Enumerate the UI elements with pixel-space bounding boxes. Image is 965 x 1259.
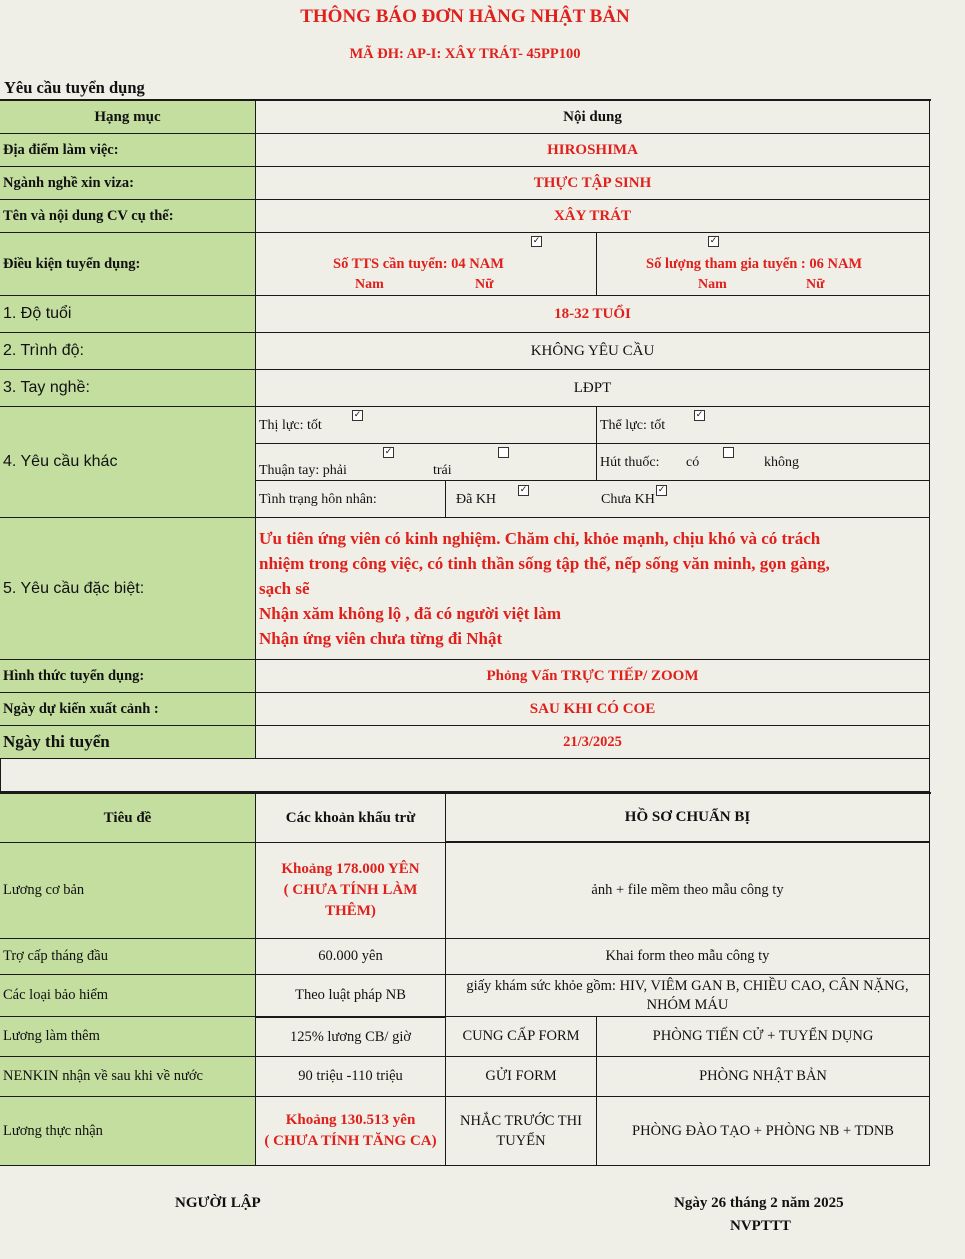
label-xuat-canh: Ngày dự kiến xuất cảnh : xyxy=(0,693,256,726)
footer-org: NVPTTT xyxy=(730,1218,791,1234)
label-tay-nghe: 3. Tay nghề: xyxy=(0,370,256,407)
hon-nhan-text: Tình trạng hôn nhân: xyxy=(259,492,377,507)
label-thuc-nhan: Lương thực nhận xyxy=(0,1097,256,1166)
value-do-tuoi: 18-32 TUỔI xyxy=(256,296,930,333)
chua-kh-checkbox[interactable]: ✓ xyxy=(657,485,666,495)
so-tts-nam: Nam xyxy=(355,277,384,292)
col-header-ho-so: HỒ SƠ CHUẨN BỊ xyxy=(446,794,930,843)
label-bao-hiem: Các loại bảo hiểm xyxy=(0,975,256,1017)
thuc-nhan-task xyxy=(446,1097,597,1166)
so-tts-nu: Nữ xyxy=(475,277,494,292)
lam-them-task: CUNG CẤP FORM xyxy=(446,1017,597,1057)
col-header-hang-muc: Hạng mục xyxy=(0,101,256,134)
the-luc-text: Thể lực: tốt xyxy=(600,418,666,433)
value-tro-cap: 60.000 yên xyxy=(256,939,446,975)
hut-thuoc-co: có xyxy=(686,455,700,470)
label-luong-co-ban: Lương cơ bản xyxy=(0,843,256,939)
so-tts-text: Số TTS cần tuyển: 04 NAM xyxy=(333,256,504,272)
luong-co-ban-line: THÊM) xyxy=(325,903,376,919)
section-heading: Yêu cầu tuyển dụng xyxy=(4,78,145,97)
value-trinh-do: KHÔNG YÊU CẦU xyxy=(256,333,930,370)
label-dieu-kien: Điều kiện tuyển dụng: xyxy=(0,233,256,296)
label-yeu-cau-khac: 4. Yêu cầu khác xyxy=(0,407,256,518)
thuan-tay-trai: trái xyxy=(433,463,452,478)
value-luong-co-ban xyxy=(256,843,446,939)
hut-thuoc-khong: không xyxy=(764,455,799,470)
da-kh-checkbox[interactable]: ✓ xyxy=(519,485,528,495)
thuan-tay-phai-checkbox[interactable]: ✓ xyxy=(384,447,393,457)
hoso-bao-hiem xyxy=(446,975,930,1017)
value-dia-diem: HIROSHIMA xyxy=(256,134,930,167)
thi-luc-text: Thị lực: tốt xyxy=(259,418,322,433)
label-hinh-thuc: Hình thức tuyển dụng: xyxy=(0,660,256,693)
nenkin-dept: PHÒNG NHẬT BẢN xyxy=(597,1057,930,1097)
nguoi-lap-label: NGƯỜI LẬP xyxy=(175,1195,261,1211)
hoso-bao-hiem-line: NHÓM MÁU xyxy=(646,996,729,1013)
value-nganh-nghe: THỰC TẬP SINH xyxy=(256,167,930,200)
dac-biet-line: Nhận xăm không lộ , đã có người việt làm xyxy=(259,604,562,623)
label-lam-them: Lương làm thêm xyxy=(0,1017,256,1057)
dac-biet-line: Nhận ứng viên chưa từng đi Nhật xyxy=(259,629,503,648)
so-luong-nu: Nữ xyxy=(806,277,825,292)
luong-co-ban-line: ( CHƯA TÍNH LÀM xyxy=(283,882,418,898)
document-title: THÔNG BÁO ĐƠN HÀNG NHẬT BẢN xyxy=(300,6,630,27)
col-header-noi-dung: Nội dung xyxy=(256,101,930,134)
label-ngay-thi: Ngày thi tuyển xyxy=(0,726,256,759)
thuc-nhan-task-line: TUYỂN xyxy=(496,1133,546,1149)
da-kh-text: Đã KH xyxy=(456,492,497,507)
nenkin-task: GỬI FORM xyxy=(446,1057,597,1097)
label-nenkin: NENKIN nhận về sau khi về nước xyxy=(0,1057,256,1097)
luong-co-ban-line: Khoảng 178.000 YÊN xyxy=(281,861,420,877)
value-bao-hiem: Theo luật pháp NB xyxy=(256,975,446,1017)
thuc-nhan-dept: PHÒNG ĐÀO TẠO + PHÒNG NB + TDNB xyxy=(597,1097,930,1166)
value-hinh-thuc: Phỏng Vấn TRỰC TIẾP/ ZOOM xyxy=(256,660,930,693)
hoso-tro-cap: Khai form theo mẫu công ty xyxy=(446,939,930,975)
hut-thuoc-text: Hút thuốc: xyxy=(600,455,660,470)
col-header-khau-tru: Các khoản khấu trừ xyxy=(256,794,446,843)
thuc-nhan-task-line: NHẮC TRƯỚC THI xyxy=(460,1113,582,1129)
dac-biet-line: nhiệm trong công việc, có tinh thần sống tập thể, nếp sống văn minh, gọn gàng, xyxy=(259,554,830,573)
value-tay-nghe: LĐPT xyxy=(256,370,930,407)
footer-date: Ngày 26 tháng 2 năm 2025 xyxy=(674,1195,844,1211)
hoso-bao-hiem-line: giấy khám sức khỏe gồm: HIV, VIÊM GAN B, CHIỀU CAO, CÂN NẶNG, xyxy=(466,977,909,994)
label-do-tuoi: 1. Độ tuổi xyxy=(0,296,256,333)
spacer-row xyxy=(0,759,930,792)
label-ten-cv: Tên và nội dung CV cụ thể: xyxy=(0,200,256,233)
so-luong-text: Số lượng tham gia tuyển : 06 NAM xyxy=(646,256,863,272)
dac-biet-line: sạch sẽ xyxy=(259,579,310,598)
order-code: MÃ ĐH: AP-I: XÂY TRÁT- 45PP100 xyxy=(349,46,581,62)
thuc-nhan-line: ( CHƯA TÍNH TĂNG CA) xyxy=(264,1133,437,1149)
so-tts-checkbox[interactable]: ✓ xyxy=(532,236,541,246)
dac-biet-line: Ưu tiên ứng viên có kinh nghiệm. Chăm chỉ, khỏe mạnh, chịu khó và có trách xyxy=(259,529,821,548)
value-ngay-thi: 21/3/2025 xyxy=(256,726,930,759)
the-luc-checkbox[interactable]: ✓ xyxy=(695,410,704,420)
thi-luc-checkbox[interactable]: ✓ xyxy=(353,410,362,420)
hut-thuoc-co-checkbox[interactable] xyxy=(723,447,734,458)
thuc-nhan-line: Khoảng 130.513 yên xyxy=(285,1112,416,1128)
dac-biet-text xyxy=(259,526,919,651)
value-xuat-canh: SAU KHI CÓ COE xyxy=(256,693,930,726)
label-dac-biet: 5. Yêu cầu đặc biệt: xyxy=(0,518,256,660)
so-luong-nam: Nam xyxy=(698,277,727,292)
col-header-tieu-de: Tiêu đề xyxy=(0,794,256,843)
value-lam-them: 125% lương CB/ giờ xyxy=(256,1017,446,1057)
value-thuc-nhan xyxy=(256,1097,446,1166)
value-nenkin: 90 triệu -110 triệu xyxy=(256,1057,446,1097)
label-nganh-nghe: Ngành nghề xin viza: xyxy=(0,167,256,200)
hoso-luong-co-ban: ảnh + file mềm theo mẫu công ty xyxy=(446,843,930,939)
lam-them-dept: PHÒNG TIẾN CỬ + TUYỂN DỤNG xyxy=(597,1017,930,1057)
label-dia-diem: Địa điểm làm việc: xyxy=(0,134,256,167)
thuan-tay-text: Thuận tay: phải xyxy=(259,463,347,478)
label-tro-cap: Trợ cấp tháng đầu xyxy=(0,939,256,975)
thuan-tay-trai-checkbox[interactable] xyxy=(498,447,509,458)
value-ten-cv: XÂY TRÁT xyxy=(256,200,930,233)
so-luong-checkbox[interactable]: ✓ xyxy=(709,236,718,246)
chua-kh-text: Chưa KH xyxy=(601,492,655,507)
label-trinh-do: 2. Trình độ: xyxy=(0,333,256,370)
